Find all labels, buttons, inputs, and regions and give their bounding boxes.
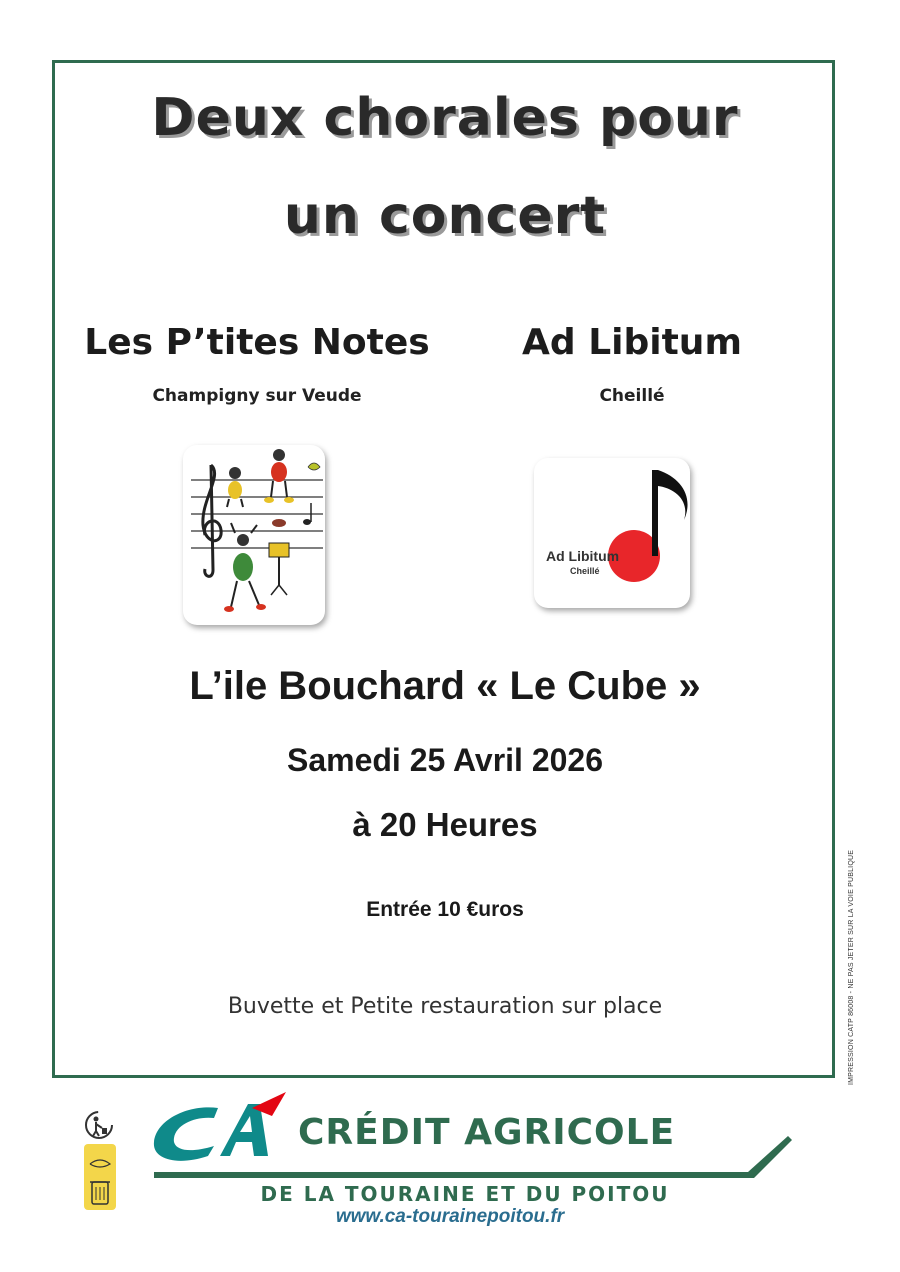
entry-price: Entrée 10 €uros: [366, 898, 524, 921]
title-line-1: Deux chorales pour: [151, 88, 739, 148]
title-line-2: un concert: [283, 186, 607, 246]
music-staff-figures-icon: [183, 445, 325, 625]
choir-left-logo: [183, 445, 325, 625]
choir-right-name: Ad Libitum: [522, 322, 742, 363]
choir-right-logo-text: Ad Libitum: [546, 548, 620, 564]
event-time: à 20 Heures: [352, 806, 538, 843]
food-info: Buvette et Petite restauration sur place: [227, 994, 663, 1019]
choir-right-logo: [534, 458, 690, 608]
recycle-person-icon: [84, 1110, 114, 1140]
choir-right-logo-subtext: Cheillé: [570, 566, 600, 576]
sponsor-url[interactable]: www.ca-tourainepoitou.fr: [335, 1206, 565, 1227]
choir-left-city: Champigny sur Veude: [152, 386, 362, 406]
print-note: IMPRESSION CATP 86008 - NE PAS JETER SUR LA VOIE PUBLIQUE: [848, 849, 855, 1085]
venue: L’ile Bouchard « Le Cube »: [189, 664, 701, 708]
choir-right-city: Cheillé: [599, 386, 665, 406]
treble-clef-icon: [203, 465, 221, 576]
music-note-icon: [534, 458, 690, 608]
choir-left-name: Les P’tites Notes: [84, 322, 430, 363]
sponsor-name: CRÉDIT AGRICOLE: [298, 1112, 676, 1153]
event-date: Samedi 25 Avril 2026: [286, 742, 604, 778]
sponsor-region: DE LA TOURAINE ET DU POITOU: [260, 1182, 670, 1206]
trash-bin-icon: [84, 1144, 116, 1210]
